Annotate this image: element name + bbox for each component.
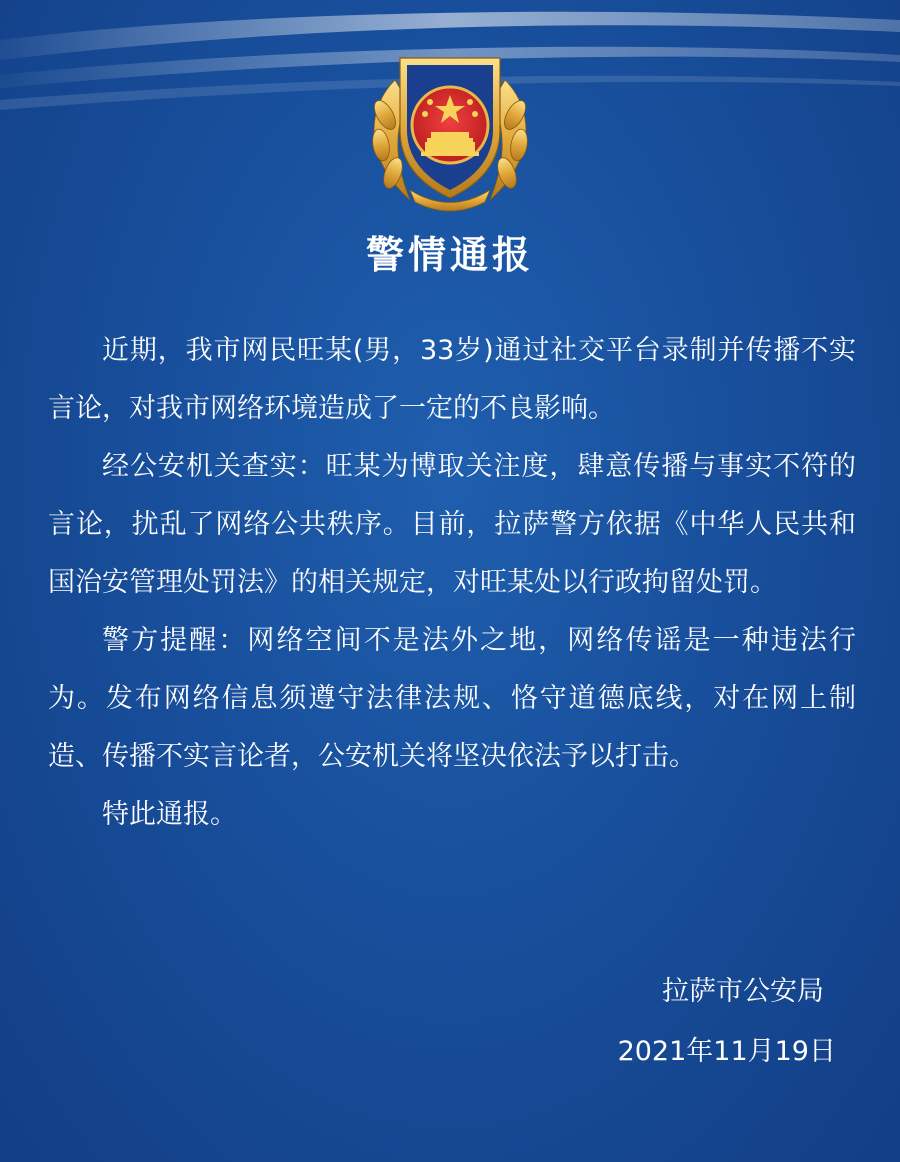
paragraph-3: 警方提醒：网络空间不是法外之地，网络传谣是一种违法行为。发布网络信息须遵守法律法规、恪守道德底线，对在网上制造、传播不实言论者，公安机关将坚决依法予以打击。 xyxy=(48,625,856,772)
paragraph-1: 近期，我市网民旺某(男，33岁)通过社交平台录制并传播不实言论，对我市网络环境造成了一定的不良影响。 xyxy=(48,335,856,424)
signature-block xyxy=(618,962,836,1082)
paragraph-4: 特此通报。 xyxy=(102,799,237,830)
notice-body xyxy=(48,322,856,844)
page-title: 警情通报 xyxy=(365,233,534,277)
paragraph-2: 经公安机关查实：旺某为博取关注度，肆意传播与事实不符的言论，扰乱了网络公共秩序。目前，拉萨警方依据《中华人民共和国治安管理处罚法》的相关规定，对旺某处以行政拘留处罚。 xyxy=(48,451,856,598)
issue-date: 2021年11月19日 xyxy=(617,1036,836,1067)
issuing-organization: 拉萨市公安局 xyxy=(662,976,824,1007)
police-emblem-icon xyxy=(355,40,545,215)
